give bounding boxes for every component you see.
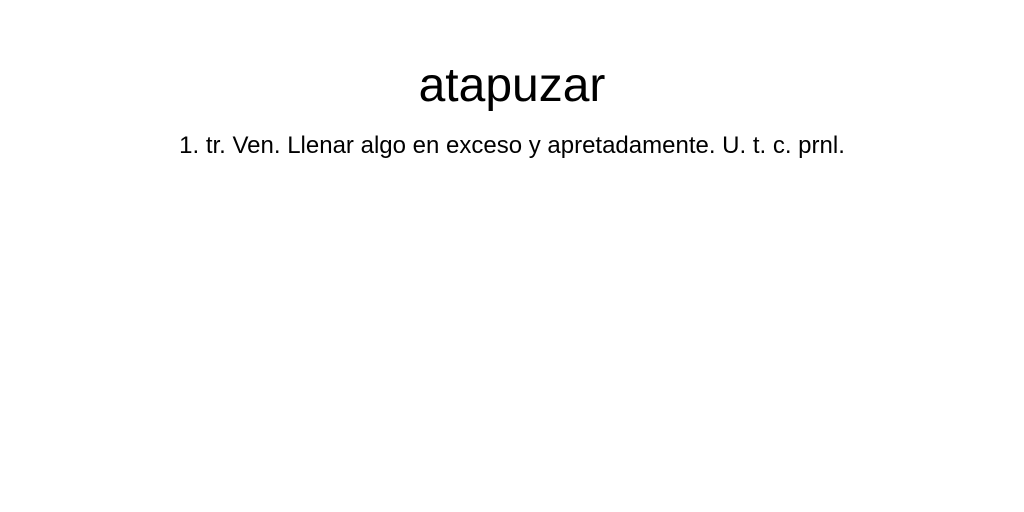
headword: atapuzar xyxy=(418,59,606,112)
definition-text: 1. tr. Ven. Llenar algo en exceso y apretadamente. U. t. c. prnl. xyxy=(179,132,845,159)
